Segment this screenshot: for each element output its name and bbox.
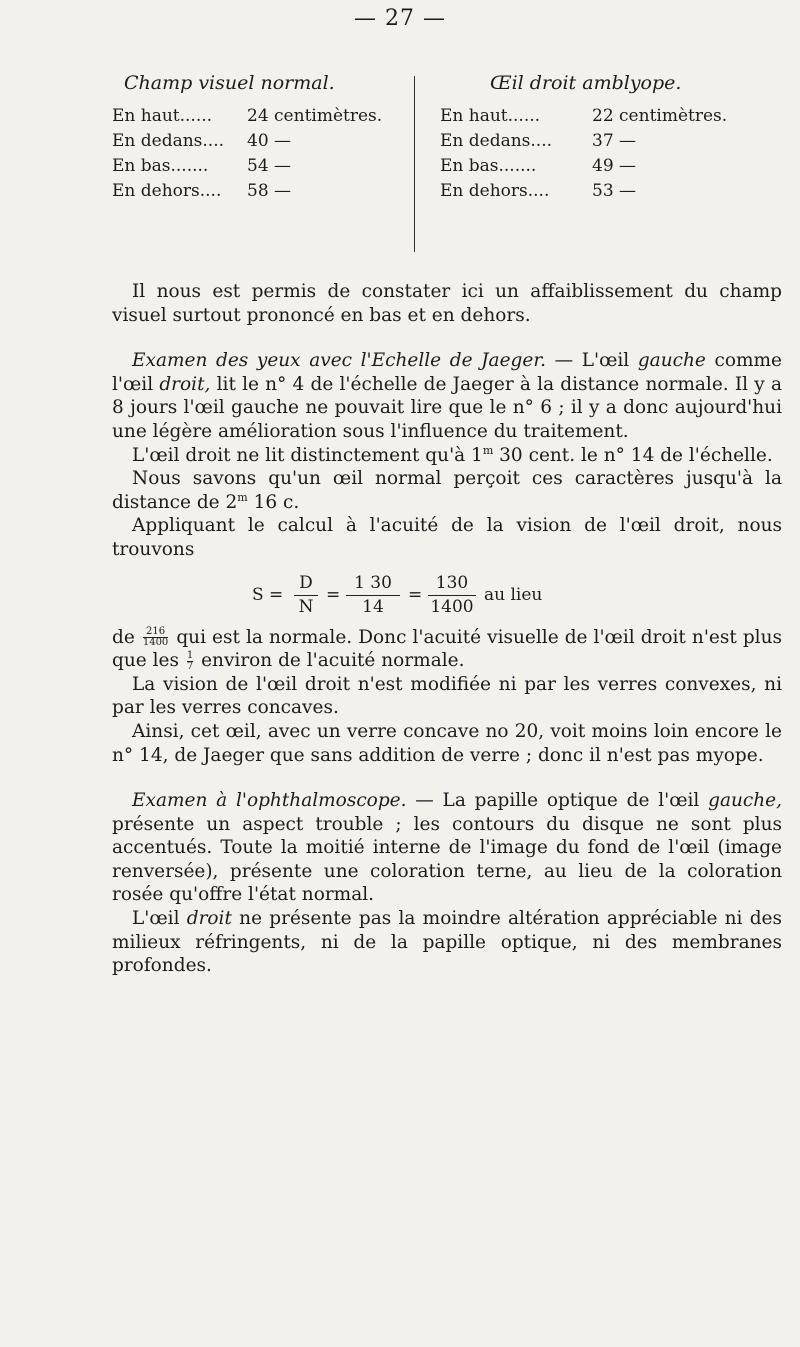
text-run: lit le n° 4 de l'échelle de Jaeger à la distance normale. Il y a 8 jours l'œil gauche ne pouvait lire que le n° 6 ; il y a donc aujourd'hui une légère amélioration sous l'influence du traitement. bbox=[112, 373, 782, 442]
text-run: — L'œil bbox=[546, 350, 638, 372]
denominator: N bbox=[298, 597, 314, 618]
equals-sign: = bbox=[326, 584, 341, 605]
text-run: — La papille optique de l'œil bbox=[406, 790, 709, 812]
table-row bbox=[112, 181, 412, 206]
text-run: de bbox=[112, 626, 135, 648]
paragraph-ophthalmoscope bbox=[112, 789, 782, 907]
formula-tail: au lieu bbox=[484, 584, 543, 605]
table-row bbox=[112, 156, 412, 181]
numerator: 1 30 bbox=[346, 572, 400, 597]
right-table-title: Œil droit amblyope. bbox=[490, 72, 682, 94]
paragraph-field-loss: Il nous est permis de constater ici un affaiblissement du champ visuel surtout prononcé en bas et en dehors. bbox=[112, 281, 782, 326]
section-heading: Examen à l'ophthalmoscope. bbox=[132, 790, 407, 812]
numerator: D bbox=[294, 572, 318, 597]
left-table-title: Champ visuel normal. bbox=[124, 72, 335, 94]
row-label: En dedans.... bbox=[112, 131, 225, 151]
paragraph-jaeger-exam bbox=[112, 349, 782, 443]
table-row bbox=[440, 156, 770, 181]
section-heading: Examen des yeux avec l'Echelle de Jaeger. bbox=[132, 350, 547, 372]
row-label: En dehors.... bbox=[440, 181, 550, 201]
numerator: 1 bbox=[186, 649, 194, 661]
fraction-1-7 bbox=[187, 651, 193, 672]
visual-field-tables bbox=[0, 72, 800, 252]
row-label: En dehors.... bbox=[112, 181, 222, 201]
paragraph-not-myopic: Ainsi, cet œil, avec un verre concave no 20, voit moins loin encore le n° 14, de Jaeger que sans addition de verre ; donc il n'est pas myope. bbox=[112, 720, 782, 766]
paragraph-calculation: Appliquant le calcul à l'acuité de la vision de l'œil droit, nous trouvons bbox=[112, 515, 782, 560]
row-label: En bas....... bbox=[112, 156, 209, 176]
table-row bbox=[440, 181, 770, 206]
fraction-130-1400 bbox=[428, 572, 476, 620]
text-run: gauche, bbox=[708, 790, 783, 812]
row-value: 58 — bbox=[247, 181, 292, 201]
formula-s: S = bbox=[252, 584, 284, 605]
denominator: 14 bbox=[362, 597, 384, 618]
row-label: En haut...... bbox=[112, 106, 213, 126]
superscript: m bbox=[237, 490, 248, 504]
fraction-216-1400 bbox=[143, 627, 168, 648]
text-run: environ de l'acuité normale. bbox=[195, 650, 465, 672]
text-run: Nous savons qu'un œil normal perçoit ces caractères jusqu'à la distance de 2 bbox=[112, 468, 782, 513]
equals-sign: = bbox=[408, 584, 423, 605]
numerator: 216 bbox=[143, 627, 168, 638]
row-value: 22 centimètres. bbox=[592, 106, 728, 126]
numerator: 130 bbox=[428, 572, 476, 597]
fraction-d-n bbox=[294, 572, 318, 620]
column-divider bbox=[414, 76, 415, 252]
paragraph-right-eye-reading bbox=[112, 444, 782, 468]
paragraph-normal-distance bbox=[112, 467, 782, 514]
paragraph-lenses: La vision de l'œil droit n'est modifiée ni par les verres convexes, ni par les verres concaves. bbox=[112, 673, 782, 719]
text-run: droit bbox=[186, 908, 232, 930]
text-run: 16 c. bbox=[247, 491, 300, 513]
left-table bbox=[112, 72, 412, 206]
row-value: 49 — bbox=[592, 156, 637, 176]
acuity-formula bbox=[112, 566, 782, 626]
page-body bbox=[112, 280, 782, 978]
superscript: m bbox=[482, 443, 494, 457]
table-row bbox=[112, 106, 412, 131]
fraction-130-14 bbox=[346, 572, 400, 620]
row-label: En bas....... bbox=[440, 156, 537, 176]
table-row bbox=[112, 131, 412, 156]
text-run: gauche bbox=[637, 350, 706, 372]
text-run: L'œil droit ne lit distinctement qu'à 1 bbox=[132, 444, 483, 466]
denominator: 1400 bbox=[430, 597, 474, 618]
row-label: En dedans.... bbox=[440, 131, 553, 151]
text-run: ne présente pas la moindre altération appréciable ni des milieux réfringents, ni de la papille optique, ni des membranes profondes. bbox=[112, 908, 782, 977]
row-label: En haut...... bbox=[440, 106, 541, 126]
text-run: droit, bbox=[159, 373, 211, 395]
table-row bbox=[440, 131, 770, 156]
row-value: 24 centimètres. bbox=[247, 106, 383, 126]
table-row bbox=[440, 106, 770, 131]
paragraph-acuity-result bbox=[112, 626, 782, 673]
row-value: 54 — bbox=[247, 156, 292, 176]
text-run: présente un aspect trouble ; les contours du disque ne sont plus accentués. Toute la moitié interne de l'image du fond de l'œil (image renversée), présente une coloration terne, au lieu de la coloration rosée qu'offre l'état normal. bbox=[112, 813, 782, 906]
right-table bbox=[440, 72, 770, 206]
text-run: qui est la normale. Donc l'acuité visuelle de l'œil droit n'est plus que les bbox=[112, 626, 782, 672]
text-run: comme l'œil bbox=[112, 350, 782, 395]
page-number: — 27 — bbox=[354, 6, 446, 31]
text-run: L'œil bbox=[132, 908, 187, 930]
denominator: 1400 bbox=[142, 637, 169, 649]
text-run: 30 cent. le n° 14 de l'échelle. bbox=[493, 444, 773, 466]
paragraph-right-eye-normal bbox=[112, 907, 782, 978]
denominator: 7 bbox=[186, 660, 194, 672]
row-value: 53 — bbox=[592, 181, 637, 201]
row-value: 37 — bbox=[592, 131, 637, 151]
row-value: 40 — bbox=[247, 131, 292, 151]
